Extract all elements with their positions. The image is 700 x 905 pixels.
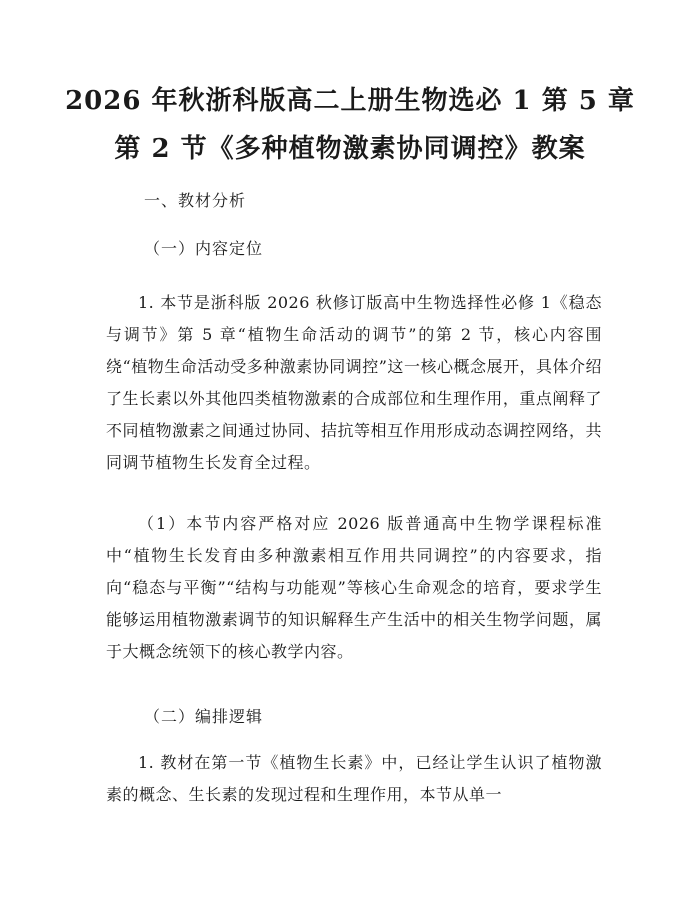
paragraph-1: 1. 本节是浙科版 2026 秋修订版高中生物选择性必修 1《稳态与调节》第 5 章“植物生命活动的调节”的第 2 节，核心内容围绕“植物生命活动受多种激素协同调控”这一核心概念展开，具体介绍了生长素以外其他四类植物激素的合成部位和生理作用，重点阐释了不同植物激素之间通过协同、拮抗等相互作用形成动态调控网络，共同调节植物生长发育全过程。 [106,293,602,472]
paragraph-2: （1）本节内容严格对应 2026 版普通高中生物学课程标准中“植物生长发育由多种激素相互作用共同调控”的内容要求，指向“稳态与平衡”“结构与功能观”等核心生命观念的培育，要求学生能够运用植物激素调节的知识解释生产生活中的相关生物学问题，属于大概念统领下的核心教学内容。 [106,514,602,661]
document-title-line-2: 第 2 节《多种植物激素协同调控》教案 [114,134,586,164]
section-heading-textbook-analysis: 一、教材分析 [144,191,247,210]
subsection-heading-arrangement-logic: （二）编排逻辑 [144,707,264,726]
paragraph-3: 1. 教材在第一节《植物生长素》中，已经让学生认识了植物激素的概念、生长素的发现过程和生理作用，本节从单一 [106,753,602,804]
subsection-heading-content-positioning: （一）内容定位 [144,239,264,258]
document-title-line-1: 2026 年秋浙科版高二上册生物选必 1 第 5 章 [65,86,635,116]
